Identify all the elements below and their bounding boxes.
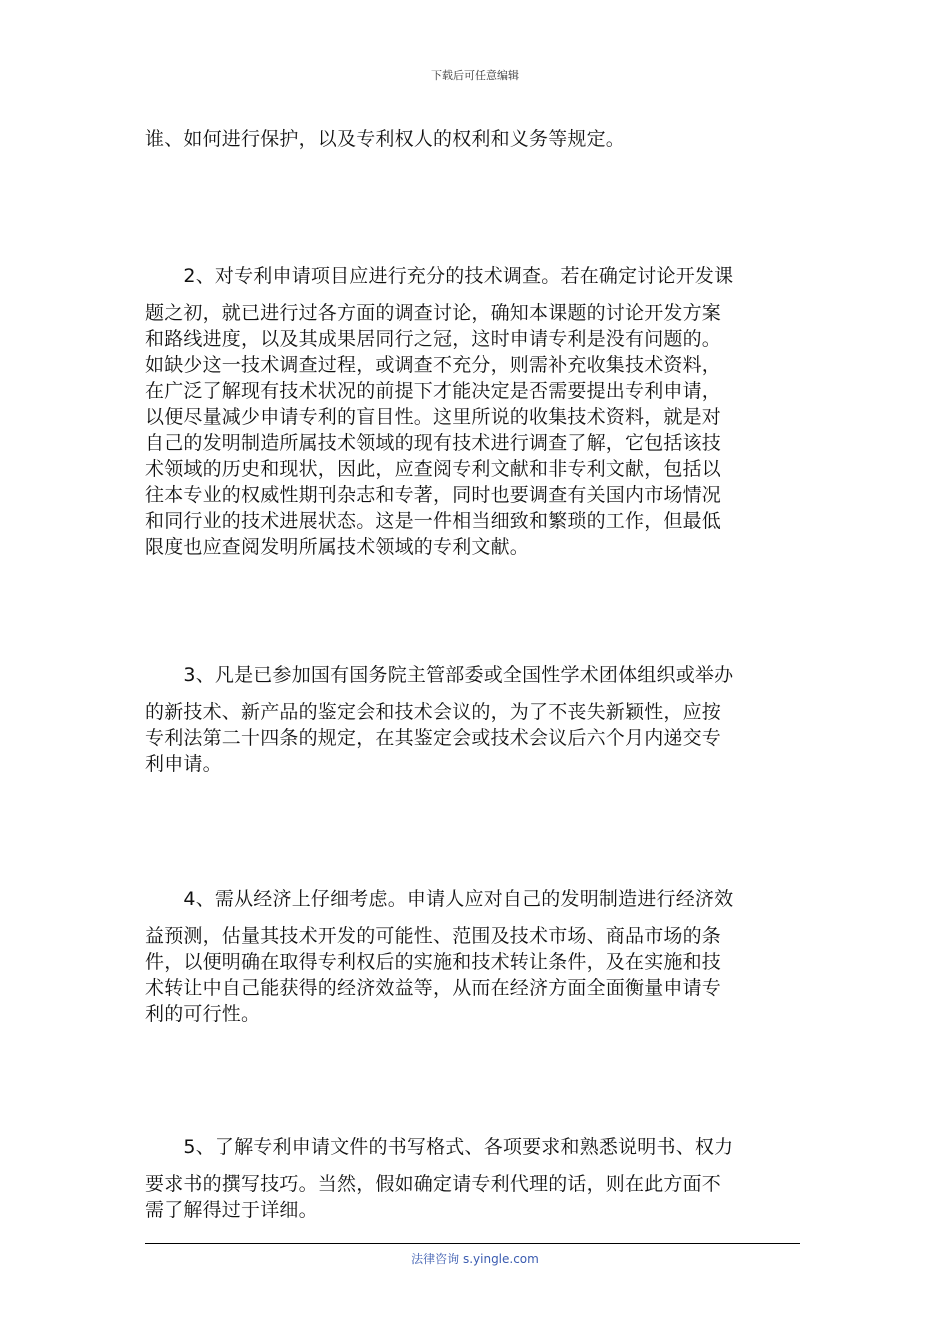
- text-line: 利申请。: [145, 753, 222, 775]
- text-line: 谁、如何进行保护，以及专利权人的权利和义务等规定。: [145, 128, 626, 150]
- text-line: 术领域的历史和现状，因此，应查阅专利文献和非专利文献，包括以: [145, 458, 722, 480]
- text-line: 需了解得过于详细。: [145, 1199, 318, 1221]
- text-line: 4、需从经济上仔细考虑。申请人应对自己的发明制造进行经济效: [145, 888, 734, 910]
- footer-link[interactable]: 法律咨询 s.yingle.com: [411, 1252, 539, 1266]
- text-line: 题之初，就已进行过各方面的调查讨论，确知本课题的讨论开发方案: [145, 302, 722, 324]
- text-line: 在广泛了解现有技术状况的前提下才能决定是否需要提出专利申请，: [145, 380, 722, 402]
- text-line: 2、对专利申请项目应进行充分的技术调查。若在确定讨论开发课: [145, 265, 734, 287]
- text-line: 自己的发明制造所属技术领域的现有技术进行调查了解，它包括该技: [145, 432, 722, 454]
- text-line: 利的可行性。: [145, 1003, 261, 1025]
- text-line: 的新技术、新产品的鉴定会和技术会议的，为了不丧失新颖性，应按: [145, 701, 722, 723]
- text-line: 和路线进度，以及其成果居同行之冠，这时申请专利是没有问题的。: [145, 328, 722, 350]
- text-line: 如缺少这一技术调查过程，或调查不充分，则需补充收集技术资料，: [145, 354, 722, 376]
- text-line: 往本专业的权威性期刊杂志和专著，同时也要调查有关国内市场情况: [145, 484, 722, 506]
- text-line: 专利法第二十四条的规定，在其鉴定会或技术会议后六个月内递交专: [145, 727, 722, 749]
- text-line: 以便尽量减少申请专利的盲目性。这里所说的收集技术资料，就是对: [145, 406, 722, 428]
- text-line: 益预测，估量其技术开发的可能性、范围及技术市场、商品市场的条: [145, 925, 722, 947]
- text-line: 5、了解专利申请文件的书写格式、各项要求和熟悉说明书、权力: [145, 1136, 734, 1158]
- text-line: 件，以便明确在取得专利权后的实施和技术转让条件，及在实施和技: [145, 951, 722, 973]
- page-header: 下载后可任意编辑: [431, 69, 519, 82]
- text-line: 和同行业的技术进展状态。这是一件相当细致和繁琐的工作，但最低: [145, 510, 722, 532]
- text-line: 限度也应查阅发明所属技术领域的专利文献。: [145, 536, 530, 558]
- text-line: 3、凡是已参加国有国务院主管部委或全国性学术团体组织或举办: [145, 664, 734, 686]
- footer-divider: [145, 1243, 800, 1244]
- text-line: 要求书的撰写技巧。当然，假如确定请专利代理的话，则在此方面不: [145, 1173, 722, 1195]
- text-line: 术转让中自己能获得的经济效益等，从而在经济方面全面衡量申请专: [145, 977, 722, 999]
